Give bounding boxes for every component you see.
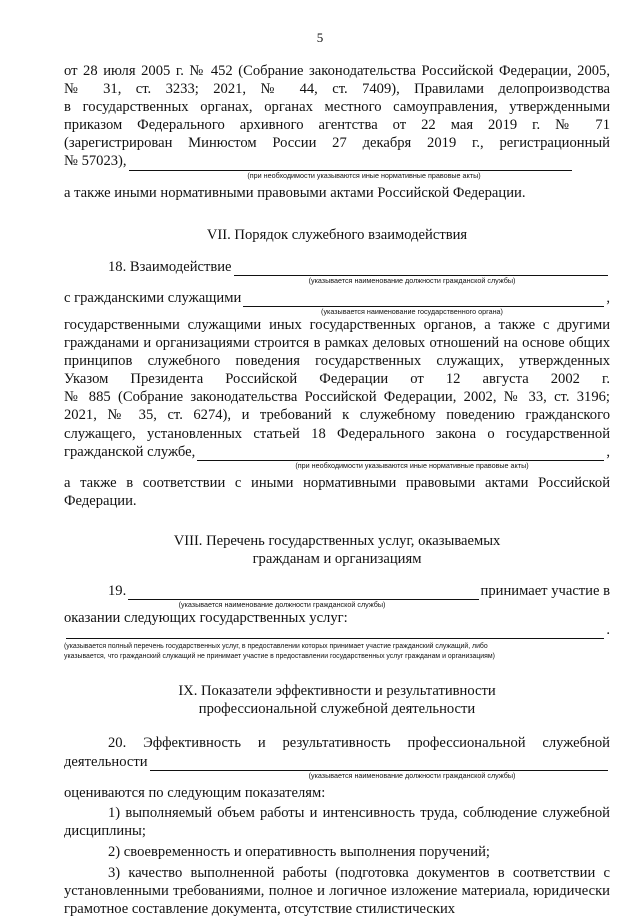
fill-line	[243, 292, 604, 307]
item-20-line3: оцениваются по следующим показателям:	[64, 784, 326, 801]
item-18-line: государственными служащими иных государственных органов, а также с другими	[64, 316, 610, 333]
hint-other-acts-2: (при необходимости указываются иные нормативные правовые акты)	[295, 460, 529, 470]
intro-tail: а также иными нормативными правовыми актами Российской Федерации.	[64, 184, 526, 201]
intro-acts-field[interactable]	[64, 152, 574, 170]
item-19-end: принимает участие в	[480, 583, 610, 600]
fill-line	[128, 585, 478, 600]
hint-position-2: (указывается наименование должности гражданской службы)	[178, 600, 386, 610]
intro-line: приказом Федерального архивного агентства от 22 мая 2019 г. № 71	[64, 117, 610, 134]
hint-position-3: (указывается наименование должности гражданской службы)	[308, 770, 516, 780]
fill-line	[197, 446, 604, 461]
item-19-services-field[interactable]: .	[64, 627, 610, 639]
section-9-title-2: профессиональной служебной деятельности	[198, 701, 476, 718]
fill-line	[129, 156, 572, 171]
item-18-line: принципов служебного поведения государственных служащих, утвержденных	[64, 353, 610, 370]
intro-line: в государственных органах, органах местного самоуправления, утвержденными	[64, 99, 610, 116]
item-20-line2: деятельности	[64, 753, 148, 770]
item-18-line: гражданами и организациями строится в рамках деловых отношений на основе общих	[64, 335, 610, 352]
page-content	[64, 62, 610, 918]
indicator-3: 3) качество выполненной работы (подготовка документов в соответствии с установленными требованиями, полное и логичное изложение материала, юридически грамотное составление документа, отсутствие стилистических	[64, 865, 610, 918]
item-20-position-field[interactable]	[64, 753, 610, 771]
item-20-line1: 20. Эффективность и результативность профессиональной служебной	[108, 735, 610, 752]
hint-other-acts: (при необходимости указываются иные нормативные правовые акты)	[247, 170, 481, 180]
intro-line-end: № 57023),	[64, 153, 127, 170]
fill-line	[234, 261, 608, 276]
page-number: 5	[316, 30, 324, 45]
indicator-2: 2) своевременность и оперативность выполнения поручений;	[108, 843, 490, 860]
item-18-tail: а также в соответствии с иными нормативными правовыми актами Российской Федерации.	[64, 474, 610, 509]
item-18-line: служащего, установленных статьей 18 Федерального закона о государственной	[64, 425, 610, 442]
hint-state-organ: (указывается наименование государственного органа)	[321, 306, 503, 316]
fill-line	[150, 756, 608, 771]
item-18-line: № 885 (Собрание законодательства Российской Федерации, 2002, № 33, ст. 3196;	[64, 389, 610, 406]
item-18-position-field[interactable]	[64, 258, 610, 276]
item-18-line-end: гражданской службе,	[64, 443, 196, 460]
item-18-acts-field[interactable]: гражданской службе, ,	[64, 443, 610, 460]
section-9-title-1: IX. Показатели эффективности и результативности	[178, 683, 496, 700]
intro-line: № 31, ст. 3233; 2021, № 44, ст. 7409), Правилами делопроизводства	[64, 81, 610, 98]
intro-line: от 28 июля 2005 г. № 452 (Собрание законодательства Российской Федерации, 2005,	[64, 63, 610, 79]
hint-services-line: указывается, что гражданский служащий не принимает участие в предоставлении государственных услуг гражданам и организациям)	[64, 653, 495, 661]
item-18-line: Указом Президента Российской Федерации от 12 августа 2002 г.	[64, 371, 610, 388]
section-8-title-2: гражданам и организациям	[252, 550, 422, 567]
section-7-title: VII. Порядок служебного взаимодействия	[206, 226, 468, 243]
hint-position: (указывается наименование должности гражданской службы)	[308, 275, 516, 285]
item-18-body	[64, 316, 610, 443]
fill-line	[66, 628, 604, 639]
intro-paragraph	[64, 62, 610, 202]
section-8-title-1: VIII. Перечень государственных услуг, оказываемых	[173, 532, 501, 549]
indicator-1: 1) выполняемый объем работы и интенсивность труда, соблюдение служебной дисциплины;	[64, 804, 610, 839]
hint-services	[64, 642, 610, 662]
item-18-organ-field[interactable]: с гражданскими служащими ,	[64, 289, 610, 306]
hint-services-line: (указывается полный перечень государственных услуг, в предоставлении которых принимает участие гражданский служащий, либо	[64, 643, 488, 651]
item-19-line2: оказании следующих государственных услуг:	[64, 610, 348, 627]
item-19-start: 19.	[108, 583, 127, 600]
item-19-position-field[interactable]	[64, 582, 610, 600]
item-18-line: 2021, № 35, ст. 6274), и требований к служебному поведению гражданского	[64, 407, 610, 424]
item-18-start: 18. Взаимодействие	[108, 258, 232, 275]
item-18-line2: с гражданскими служащими	[64, 289, 242, 306]
intro-line: (зарегистрирован Минюстом России 27 декабря 2019 г., регистрационный	[64, 135, 610, 152]
